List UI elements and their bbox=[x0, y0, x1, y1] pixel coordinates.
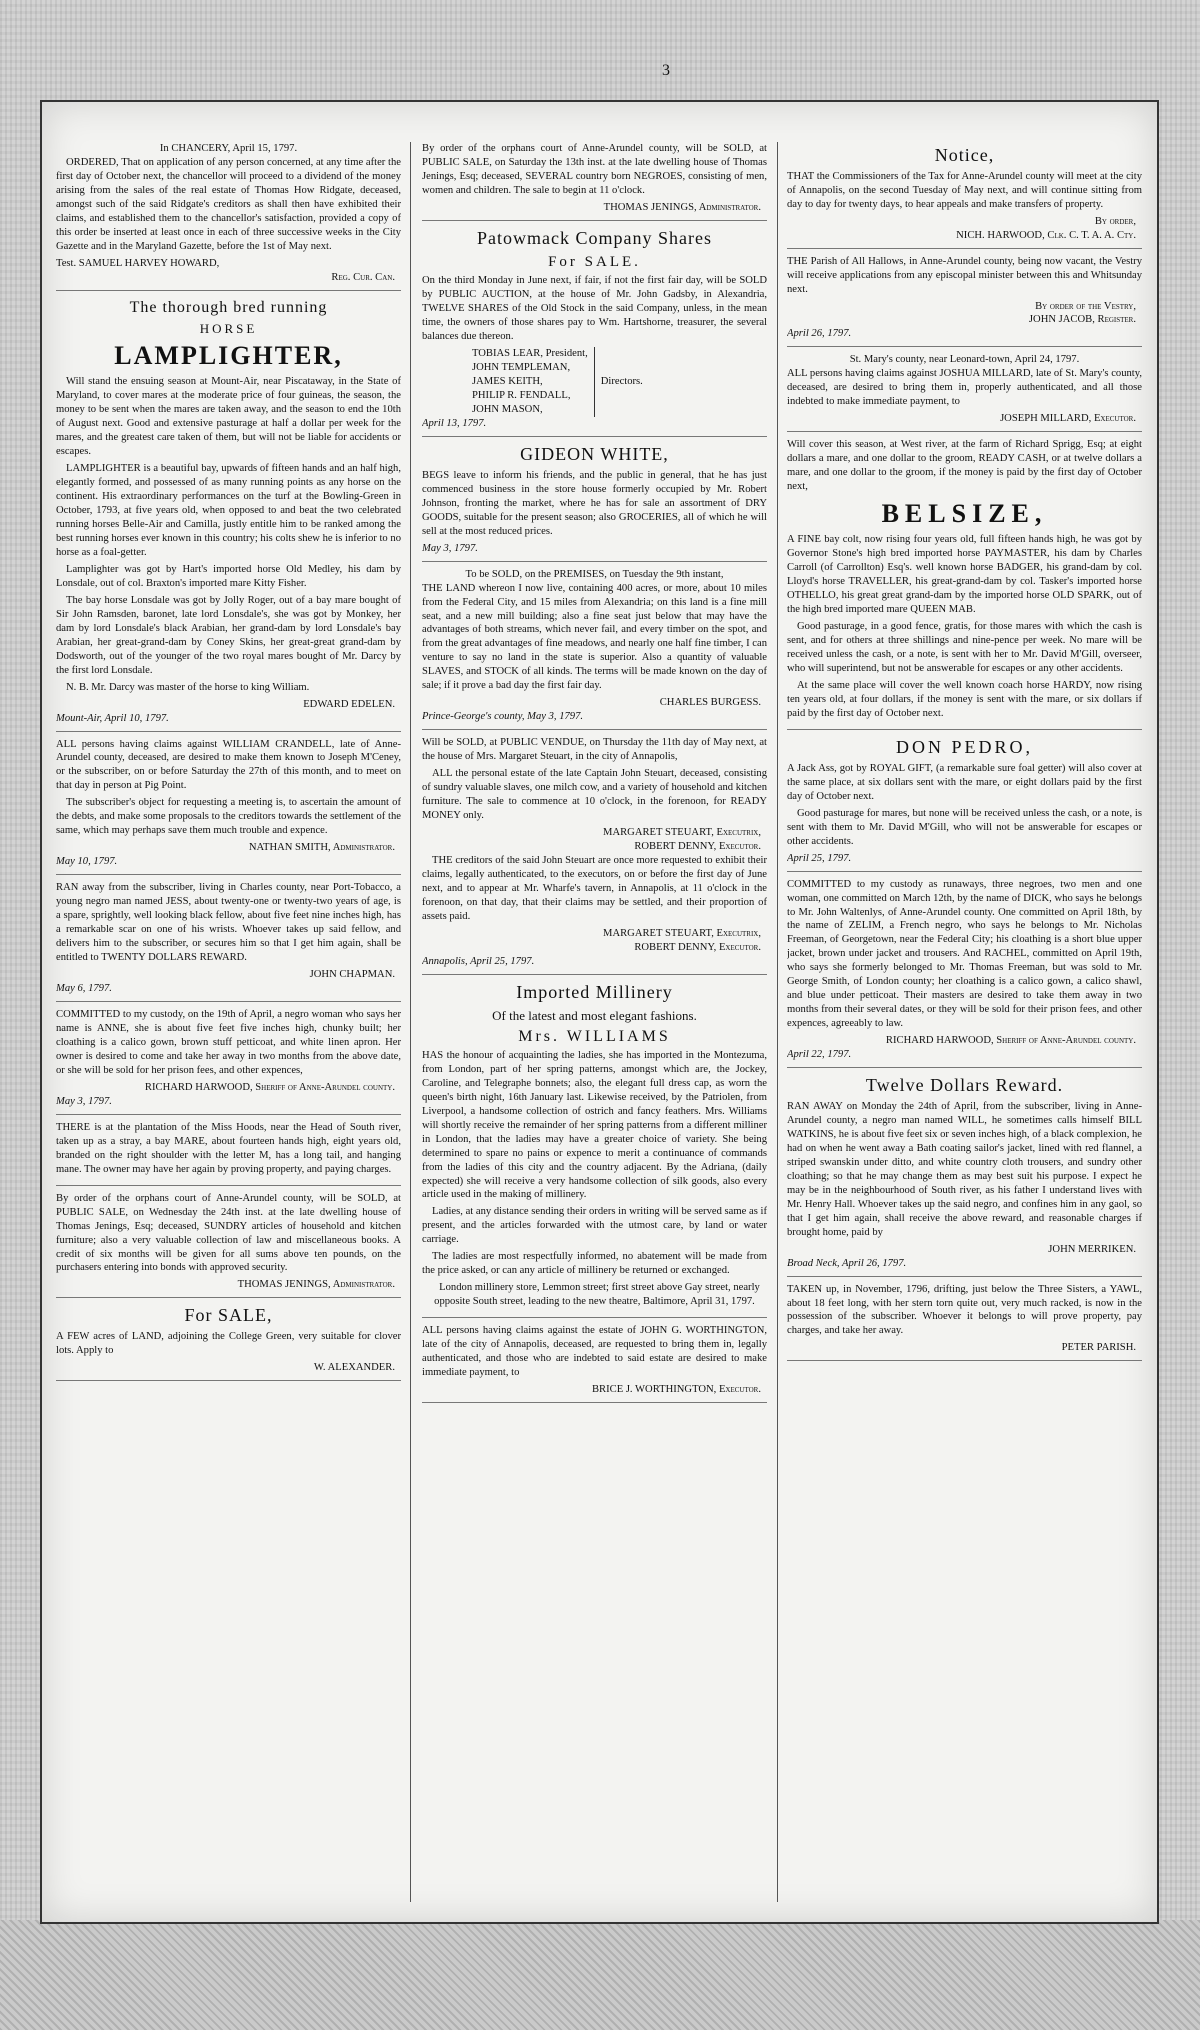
belsize-p1: A FINE bay colt, now rising four years old, full fifteen hands high, he was got by Governor Stone's high bred imported horse PAYMASTER, his dam by Charles Carroll (of Carrollton) Esq's. well known horse BADGER, his grand-dam by col. Lloyd's horse TRAVELLER, his great-grand-dam by col. Tasker's imported horse OTHELLO, his great great grand-dam by the imported horse OLD SPARK, out of the high bred imported mare QUEEN MAB. bbox=[787, 534, 1142, 616]
millinery-p2: Ladies, at any distance sending their orders in writing will be served same as if present, and the articles forwarded with the utmost care, by land or water carriage. bbox=[422, 1206, 767, 1246]
committed-date: April 22, 1797. bbox=[787, 1049, 852, 1061]
burgess-date: Prince-George's county, May 3, 1797. bbox=[422, 711, 584, 723]
steuart-sig1: MARGARET STEUART, Executrix, bbox=[603, 827, 761, 839]
chancery-body: ORDERED, That on application of any person concerned, at any time after the first day of October next, the chancellor will proceed to a dividend of the money arising from the sales of the real estate of Thomas How Ridgate, deceased, amongst such of the said Ridgate's creditors as shall then have exhibited their claims, and established them to the chancellor's satisfaction, provided a copy of this order be inserted at least once in each of three successive weeks in the City Gazette and in the Maryland Gazette, before the 1st of May next. bbox=[56, 156, 401, 252]
column-3 bbox=[787, 142, 1142, 1902]
lamplighter-p3: Lamplighter was got by Hart's imported horse Old Medley, his dam by Lonsdale, out of col. Braxton's imported mare Kitty Fisher. bbox=[56, 563, 401, 589]
worthington-body: ALL persons having claims against the estate of JOHN G. WORTHINGTON, late of the city of Annapolis, deceased, are requested to bring them in, legally authenticated, and those who are indebted to said estate are desired to make immediate payment, to bbox=[422, 1325, 767, 1379]
orphans1-signature: THOMAS JENINGS, Administrator. bbox=[603, 201, 761, 213]
tax-notice bbox=[787, 144, 1142, 249]
all-hallows-notice bbox=[787, 255, 1142, 348]
anne-committed-notice bbox=[56, 1008, 401, 1115]
land-sale-body: A FEW acres of LAND, adjoining the College Green, very suitable for clover lots. Apply to bbox=[56, 1331, 401, 1357]
anne-signature: RICHARD HARWOOD, Sheriff of Anne-Arundel county. bbox=[144, 1081, 395, 1093]
millard-body: ALL persons having claims against JOSHUA MILLARD, late of St. Mary's county, deceased, are desired to bring them in, properly authenticated, and all those indebted to make immediate payment, to bbox=[787, 368, 1142, 408]
yawl-notice bbox=[787, 1283, 1142, 1362]
twelve-dollars-ad bbox=[787, 1074, 1142, 1276]
orphans-court-sale-2 bbox=[56, 1192, 401, 1299]
belsize-title: BELSIZE, bbox=[881, 499, 1048, 529]
directors-list bbox=[472, 347, 595, 417]
jess-runaway-ad bbox=[56, 881, 401, 1002]
twelve-date: Broad Neck, April 26, 1797. bbox=[787, 1257, 907, 1269]
notice-title: Notice, bbox=[934, 145, 995, 165]
lamplighter-p2: LAMPLIGHTER is a beautiful bay, upwards of fifteen hands and an half high, elegantly formed, and possessed of as many running points as any horse on the continent. His extraordinary performances on the turf at the Bowling-Green in October, 1793, at five years old, when opposed to and beat the two celebrated running horses Belle-Air and Camilla, justly entitle him to be ranked among the best running horses ever known in this country; his colts shew he is inferior to no horse as a foal-getter. bbox=[56, 463, 401, 558]
orphans2-signature: THOMAS JENINGS, Administrator. bbox=[237, 1279, 395, 1291]
potomack-shares-ad bbox=[422, 227, 767, 437]
orphans2-body: By order of the orphans court of Anne-Arundel county, will be SOLD, at PUBLIC SALE, on Wednesday the 24th inst. at the late dwelling house of Thomas Jenings, Esq; deceased, SUNDRY articles of household and kitchen furniture; also a very valuable collection of law and miscellaneous books. A credit of six months will be given for all sums above ten pounds, on the purchasers entering into bonds with approved security. bbox=[56, 1192, 401, 1274]
anne-body: COMMITTED to my custody, on the 19th of April, a negro woman who says her name is ANNE, she is about five feet five inches high, chunky built; her cloathing is a calico gown, brown stuff petticoat, and white linen apron. Her owner is desired to come and take her away in two months from the above date, or she will be sold for her prison fees, and other expences, bbox=[56, 1008, 401, 1076]
crandell-p2: The subscriber's object for requesting a meeting is, to ascertain the amount of the debts, and make some proposals to the creditors towards the settlement of the same, which may perhaps save them much trouble and expence. bbox=[56, 797, 401, 837]
committed-signature: RICHARD HARWOOD, Sheriff of Anne-Arundel county. bbox=[885, 1035, 1136, 1047]
lamplighter-p5: N. B. Mr. Darcy was master of the horse to king William. bbox=[66, 681, 310, 693]
worthington-signature: BRICE J. WORTHINGTON, Executor. bbox=[591, 1384, 761, 1396]
notice-order: By order, bbox=[1094, 215, 1136, 227]
worthington-notice bbox=[422, 1324, 767, 1403]
land-sale-ad bbox=[56, 1304, 401, 1381]
millard-notice bbox=[787, 353, 1142, 432]
millinery-p1: HAS the honour of acquainting the ladies, she has imported in the Montezuma, from London, part of her spring patterns, amongst which are, the Jockey, Caroline, and Telegraphe bonnets; also, the elegant full dress cap, as worn the queen's birth night, 16th January last. Likewise received, by the Patriolen, from Liverpool, a handsome collection of ostrich and fancy feathers. Mrs. Williams will shortly receive the remainder of her spring patterns from a different milliner in London, that the ladies may have a greater choice of variety. She being determined to spare no pains or expence to merit a continuance of commands from the ladies of this city and the country adjacent. By the Adriana, (daily expected) she will receive a very handsome collection of silk goods, also every article used in the making of millinery. bbox=[422, 1049, 767, 1201]
scan-bottom-edge bbox=[0, 1920, 1200, 2030]
steuart-date: Annapolis, April 25, 1797. bbox=[422, 955, 535, 967]
newspaper-page bbox=[40, 62, 1159, 1924]
burgess-land-ad bbox=[422, 568, 767, 731]
belsize-ad bbox=[787, 438, 1142, 730]
steuart-sig4: ROBERT DENNY, Executor. bbox=[634, 941, 761, 953]
director-name: JOHN MASON, bbox=[472, 404, 543, 416]
jess-body: RAN away from the subscriber, living in Charles county, near Port-Tobacco, a young negro man named JESS, about twenty-one or twenty-two years of age, is a spare, sprightly, well looking black fellow, about five feet nine inches high, has a remarkable scar on one of his wrists. Whoever takes up said fellow, and delivers him to the subscriber, or secures him so that I get him again, shall be entitled to TWENTY DOLLARS REWARD. bbox=[56, 882, 401, 964]
notice-signature: NICH. HARWOOD, Clk. C. T. A. A. Cty. bbox=[956, 229, 1136, 241]
committed-runaways-notice bbox=[787, 878, 1142, 1069]
belsize-p3: At the same place will cover the well known coach horse HARDY, now rising ten years old, at four dollars, if the money is sent with the mare, or six dollars if paid by the first day of October next. bbox=[787, 680, 1142, 720]
orphans1-body: By order of the orphans court of Anne-Arundel county, will be SOLD, at PUBLIC SALE, on Saturday the 13th inst. at the late dwelling house of Thomas Jenings, Esq; deceased, SEVERAL country born NEGROES, consisting of men, women and children. The sale to begin at 11 o'clock. bbox=[422, 143, 767, 196]
millinery-name: Mrs. WILLIAMS bbox=[518, 1027, 671, 1045]
millinery-ad bbox=[422, 981, 767, 1318]
burgess-signature: CHARLES BURGESS. bbox=[659, 697, 761, 709]
lamplighter-signature: EDWARD EDELEN. bbox=[303, 698, 395, 710]
stray-body: THERE is at the plantation of the Miss Hoods, near the Head of South river, taken up as a stray, a bay MARE, about fourteen hands high, eight years old, branded on the right shoulder with the letter M, has a long tail, and hanging mane. The owner may have her again by proving property, and paying charges. bbox=[56, 1121, 401, 1175]
millard-head: St. Mary's county, near Leonard-town, April 24, 1797. bbox=[849, 354, 1080, 366]
lamplighter-date: Mount-Air, April 10, 1797. bbox=[56, 712, 169, 724]
chancery-dateline: In CHANCERY, April 15, 1797. bbox=[159, 143, 298, 154]
land-sale-title: For SALE, bbox=[184, 1305, 273, 1326]
steuart-p2: ALL the personal estate of the late Captain John Steuart, deceased, consisting of sundry valuable slaves, one milch cow, and a variety of household and kitchen furniture. The sale to commence at 10 o'clock, in the forenoon, for READY MONEY only. bbox=[422, 768, 767, 822]
director-name: JAMES KEITH, bbox=[472, 376, 543, 388]
land-sale-signature: W. ALEXANDER. bbox=[313, 1362, 395, 1374]
potomack-title: Patowmack Company Shares bbox=[477, 227, 712, 248]
column-2 bbox=[422, 142, 767, 1902]
stray-mare-notice bbox=[56, 1121, 401, 1186]
allhallows-body: THE Parish of All Hallows, in Anne-Arundel county, being now vacant, the Vestry will receive applications from any episcopal minister between this and Whitsunday next. bbox=[787, 255, 1142, 295]
steuart-sig2: ROBERT DENNY, Executor. bbox=[634, 841, 761, 853]
crandell-notice bbox=[56, 738, 401, 876]
twelve-body: RAN AWAY on Monday the 24th of April, from the subscriber, living in Anne-Arundel county, a negro man named WILL, he sometimes calls himself BILL WATKINS, he is about five feet six or seven inches high, of a black complexion, he had on when he went away a Bath coating sailor's jacket, lined with red flannel, a striped swanskin under ditto, and white country cloth trousers, and sundry other cloathing; so that he may change them as may best suit his purpose. I expect he may be in the neighbourhood of South river, as his father I understand lives with Mr. Henry Hall. Whoever takes up the said negro, and confines him in any gaol, so that I get him again, shall receive the above reward, and reasonable charges if brought home, paid by bbox=[787, 1100, 1142, 1238]
crandell-date: May 10, 1797. bbox=[56, 856, 118, 868]
director-name: TOBIAS LEAR, President, bbox=[472, 348, 588, 360]
potomack-directors bbox=[472, 347, 767, 417]
allhallows-signature: JOHN JACOB, Register. bbox=[1028, 314, 1136, 326]
steuart-p3: THE creditors of the said John Steuart are once more requested to exhibit their claims, legally authenticated, to the executors, on or before the first day of June next, and to appear at Mr. Wharfe's tavern, in Annapolis, at 11 o'clock in the forenoon, on that day, that their claims may be settled, and their proportion of assets paid. bbox=[422, 855, 767, 922]
orphans-court-sale-1 bbox=[422, 142, 767, 221]
gideon-date: May 3, 1797. bbox=[422, 542, 478, 554]
donpedro-p2: Good pasturage for mares, but none will be received unless the cash, or a note, is sent with them to Mr. David M'Gill, who will not be answerable for escapes or other accidents. bbox=[787, 807, 1142, 847]
yawl-signature: PETER PARISH. bbox=[1061, 1342, 1136, 1354]
potomack-body: On the third Monday in June next, if fair, if not the first fair day, will be SOLD by PUBLIC AUCTION, at the house of Mr. John Gadsby, in Alexandria, TWELVE SHARES of the Old Stock in the said Company, unless, in the mean time, the owners of those shares pay to Wm. Hartshorne, treasurer, the several balances due thereon. bbox=[422, 275, 767, 343]
twelve-signature: JOHN MERRIKEN. bbox=[1048, 1243, 1136, 1255]
don-pedro-ad bbox=[787, 736, 1142, 872]
page-number: 3 bbox=[662, 62, 670, 79]
gideon-body: BEGS leave to inform his friends, and the public in general, that he has just commenced business in the store house formerly occupied by Mr. Robert Johnson, fronting the market, where he has for sale an assortment of DRY GOODS, suitable for the present season; also GROCERIES, all of which he will sell at the most reduced prices. bbox=[422, 469, 767, 537]
column-rule bbox=[410, 142, 411, 1902]
yawl-body: TAKEN up, in November, 1796, drifting, just below the Three Sisters, a YAWL, about 18 feet long, with her stern torn quite out, very much racked, is now in the possession of the subscriber. Whoever it belongs to will prove property, pay charges, and take her away. bbox=[787, 1283, 1142, 1337]
donpedro-date: April 25, 1797. bbox=[787, 852, 852, 864]
column-1 bbox=[56, 142, 401, 1902]
lamplighter-p4: The bay horse Lonsdale was got by Jolly Roger, out of a bay mare bought of Sir John Ramsden, baronet, late lord Lonsdale's, she was got by Monkey, her dam by lord Lonsdale's black Arabian, her grand-dam by lord Lonsdale's bay Arabian, her great-grand-dam by Coney Skins, her great-great grand-dam by Dodsworth, out of the younger of the two royal mares bought of Mr. Darcy by the first lord Lonsdale. bbox=[56, 594, 401, 676]
director-name: JOHN TEMPLEMAN, bbox=[472, 362, 571, 374]
twelve-title: Twelve Dollars Reward. bbox=[865, 1075, 1064, 1096]
notice-body: THAT the Commissioners of the Tax for Anne-Arundel county will meet at the city of Annapolis, on the second Tuesday of May next, and will continue sitting from day to day for twenty days, to hear appeals and make transfers of property. bbox=[787, 170, 1142, 210]
directors-label: Directors. bbox=[600, 376, 643, 388]
steuart-vendue-ad bbox=[422, 736, 767, 975]
anne-date: May 3, 1797. bbox=[56, 1095, 112, 1107]
gideon-white-ad bbox=[422, 443, 767, 562]
donpedro-title: DON PEDRO, bbox=[895, 737, 1033, 758]
lamplighter-ad bbox=[56, 297, 401, 732]
millinery-address: London millinery store, Lemmon street; first street above Gay street, nearly opposite South street, leading to the new theatre, Baltimore, April 31, 1797. bbox=[434, 1282, 760, 1308]
gideon-title: GIDEON WHITE, bbox=[520, 444, 669, 465]
allhallows-date: April 26, 1797. bbox=[787, 328, 852, 340]
millinery-title: Imported Millinery bbox=[516, 981, 673, 1002]
committed-body: COMMITTED to my custody as runaways, three negroes, two men and one woman, one committed on March 12th, by the name of DICK, who says he belongs to Mr. John Waltenlys, of Anne-Arundel county. One committed on April 18th, by the name of ZELIM, a French negro, who says he belongs to Mr. Nicholas Freeman, of Georgetown, near the Federal City; his cloathing is a short blue upper jacket, brown under jacket and trousers. And RACHEL, committed on April 19th, who says she formerly belonged to Mr. Thomas Freeman, but was sold to Mr. George Smith, of London county; her cloathing is a calico gown, a calico shawl, and blue under petticoat. Their masters are desired to take them away in two months from their several dates, or they will be sold for their prison fees, and other expences, agreeably to law. bbox=[787, 878, 1142, 1030]
lamplighter-p1: Will stand the ensuing season at Mount-Air, near Piscataway, in the State of Maryland, to cover mares at the moderate price of four guineas, the season, the money to be sent when the mares are taken away, and the season to end the 10th of August next. Good and extensive pasturage at half a dollar per week for the mares, and the greatest care taken of them, but will not be liable for accidents or escapes. bbox=[56, 376, 401, 458]
potomack-subtitle: For SALE. bbox=[548, 253, 641, 270]
lamplighter-horse: HORSE bbox=[199, 320, 258, 336]
lamplighter-title: LAMPLIGHTER, bbox=[114, 340, 343, 370]
lamplighter-pretitle: The thorough bred running bbox=[129, 298, 328, 316]
millinery-p3: The ladies are most respectfully informed, no abatement will be made from the price asked, or can any article of millinery be returned or exchanged. bbox=[422, 1251, 767, 1277]
jess-signature: JOHN CHAPMAN. bbox=[309, 969, 395, 981]
director-name: PHILIP R. FENDALL, bbox=[472, 390, 571, 402]
millinery-subtitle: Of the latest and most elegant fashions. bbox=[492, 1007, 697, 1023]
chancery-reg: Reg. Cur. Can. bbox=[331, 271, 395, 283]
column-rule bbox=[777, 142, 778, 1902]
donpedro-p1: A Jack Ass, got by ROYAL GIFT, (a remarkable sure foal getter) will also cover at the same place, at six dollars sent with the mare, or eight dollars paid by the first day of October next. bbox=[787, 762, 1142, 802]
potomack-date: April 13, 1797. bbox=[422, 418, 487, 430]
jess-date: May 6, 1797. bbox=[56, 983, 112, 995]
chancery-notice bbox=[56, 142, 401, 291]
burgess-head: To be SOLD, on the PREMISES, on Tuesday the 9th instant, bbox=[465, 568, 724, 580]
belsize-p2: Good pasturage, in a good fence, gratis, for those mares with which the cash is sent, and for others at three shillings and nine-pence per week. No mare will be received unless the cash, or a note, is sent with her to Mr. David M'Gill, overseer, who will superintend, but not be answerable for escapes or any other accidents. bbox=[787, 621, 1142, 675]
belsize-pre: Will cover this season, at West river, at the farm of Richard Sprigg, Esq; at eight dollars a mare, and one dollar to the groom, READY CASH, or at twelve dollars a mare, and one dollar to the groom, if the money is paid by the first day of October next, bbox=[787, 439, 1142, 493]
steuart-sig3: MARGARET STEUART, Executrix, bbox=[603, 927, 761, 939]
crandell-signature: NATHAN SMITH, Administrator. bbox=[248, 842, 395, 854]
steuart-body: Will be SOLD, at PUBLIC VENDUE, on Thursday the 11th day of May next, at the house of Mrs. Margaret Steuart, in the city of Annapolis, bbox=[422, 737, 767, 763]
millard-signature: JOSEPH MILLARD, Executor. bbox=[1000, 413, 1136, 425]
crandell-body: ALL persons having claims against WILLIAM CRANDELL, late of Anne-Arundel county, deceased, are desired to make them known to Joseph M'Ceney, or the subscriber, on or before Saturday the 27th of this month, and to meet on that day in person at Pig Point. bbox=[56, 738, 401, 792]
chancery-test: Test. SAMUEL HARVEY HOWARD, bbox=[56, 257, 220, 269]
burgess-body: THE LAND whereon I now live, containing 400 acres, or more, about 10 miles from the Federal City, and 15 miles from Alexandria; on this land is a fine mill seat, and a new mill building; also a fine seat just below that may have the advantages of both streams, which never fail, and every timber on the spot, and from the great advantages of fine meadows, and nearly one half fine timber, I can venture to say no land in the state is superior. Also a quantity of valuable SLAVES, and STOCK of all kinds. The terms will be made known on the day of sale; if it prove a bad day the first fair day. bbox=[422, 582, 767, 692]
allhallows-order: By order of the Vestry, bbox=[1035, 300, 1136, 312]
